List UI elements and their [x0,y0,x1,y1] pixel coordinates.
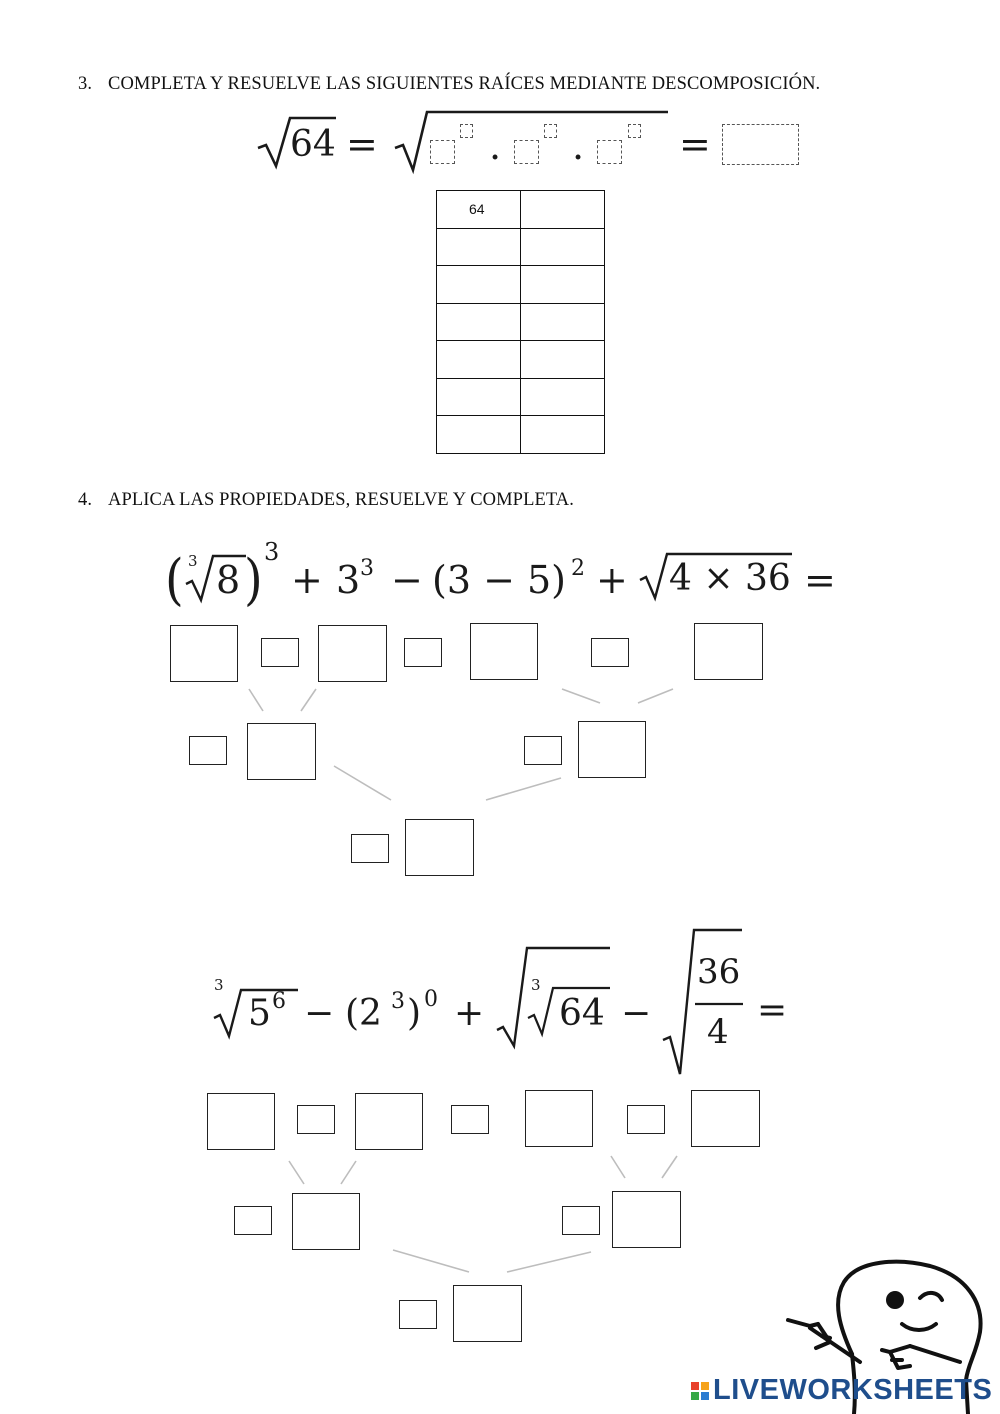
expr1-base-2: 3 [336,558,361,602]
expr1-exponent-2: 3 [360,556,374,581]
question-3-number: 3. [78,74,93,94]
expr1-paren-inner: (3 − 5) [432,558,567,602]
q3-equals-2: = [679,122,711,166]
expr1-outer-exponent: 3 [264,538,280,566]
liveworksheets-logo-text: LIVEWORKSHEETS [713,1374,993,1406]
q3-dot-2: . [572,124,585,168]
liveworksheets-logo [691,1374,992,1407]
liveworksheets-mark-icon [691,1382,709,1400]
expr2-inner-exponent: 3 [391,989,405,1014]
expr2-outer-exponent: 0 [424,987,438,1012]
expr1-cbrt-index: 3 [188,552,198,570]
expr2-exponent-1: 6 [272,989,286,1014]
q3-equals-1: = [346,122,378,166]
expr1-plus-2: + [596,558,628,602]
expr2-fraction-denominator: 4 [707,1012,729,1052]
q3-table-cell-64: 64 [437,191,521,229]
expr2-minus-2: − [621,993,652,1034]
q3-dot-1: . [489,124,502,168]
expr2-fraction-numerator: 36 [697,952,741,992]
question-4-number: 4. [78,490,93,510]
expr2-base-1: 5 [248,993,271,1034]
expr1-exponent-3: 2 [571,556,585,581]
expr1-sqrt-radicand: 4 × 36 [669,558,791,599]
question-3-text: COMPLETA Y RESUELVE LAS SIGUIENTES RAÍCES MEDIANTE DESCOMPOSICIÓN. [108,74,821,94]
expr2-paren-base: (2 [345,993,382,1034]
expr2-equals: = [757,990,788,1031]
q3-radicand: 64 [290,124,336,165]
expr2-minus-1: − [304,993,335,1034]
expr2-cbrt-index: 3 [214,976,224,994]
expr1-cbrt-radicand: 8 [216,558,241,602]
expr1-plus-1: + [291,558,323,602]
expr1-minus: − [391,558,423,602]
expr1-equals: = [804,558,836,602]
expr1-close-paren: ) [244,548,263,613]
expr2-inner-index: 3 [531,976,541,994]
expr2-plus: + [454,993,485,1034]
question-4-text: APLICA LAS PROPIEDADES, RESUELVE Y COMPLETA. [108,490,574,510]
expr2-inner-radicand: 64 [559,993,605,1034]
expr2-paren-close: ) [407,993,422,1034]
expr1-open-paren: ( [165,548,184,613]
